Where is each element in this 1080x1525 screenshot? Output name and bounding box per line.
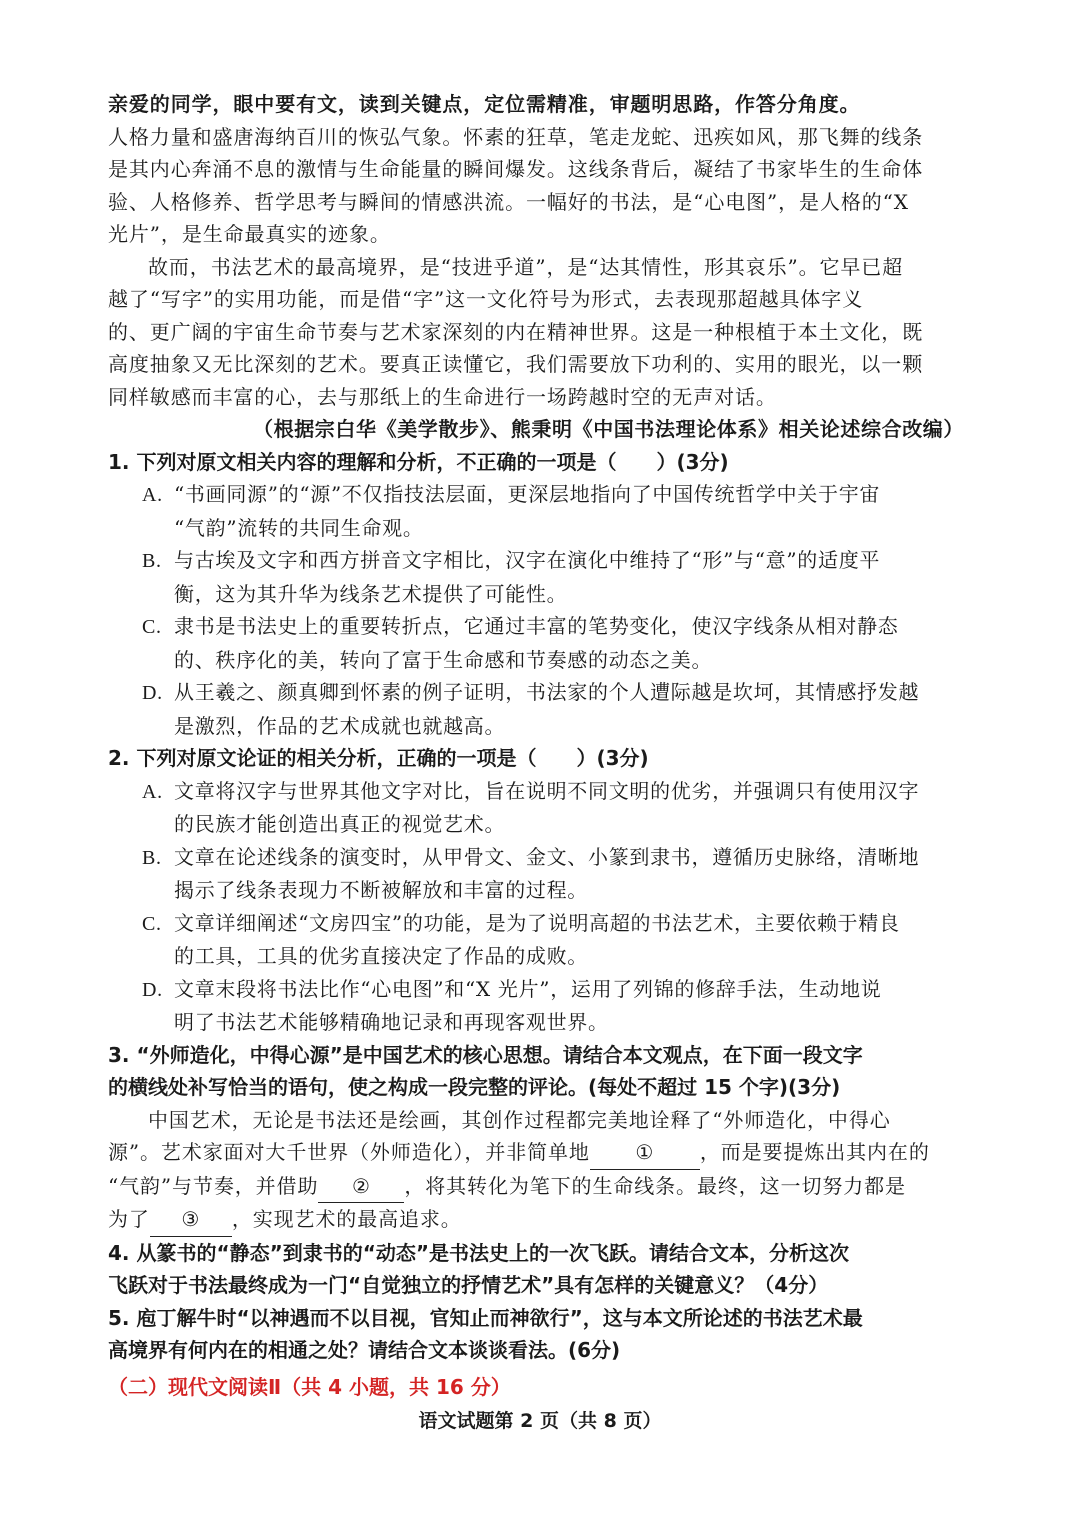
question-4-stem: 飞跃对于书法最终成为一门“自觉独立的抒情艺术”具有怎样的关键意义？（4分） [108, 1273, 829, 1297]
q1-option-c[interactable] [108, 610, 964, 644]
option-text: 文章在论述线条的演变时，从甲骨文、金文、小篆到隶书，遵循历史脉络，清晰地 [174, 844, 920, 869]
q3-body-line [108, 1136, 964, 1170]
option-text: 文章将汉字与世界其他文字对比，旨在说明不同文明的优劣，并强调只有使用汉字 [174, 778, 920, 803]
option-text: 与古埃及文字和西方拼音文字相比，汉字在演化中维持了“形”与“意”的适度平 [174, 548, 881, 572]
q2-option-b[interactable] [108, 841, 964, 875]
q3-text: ，实现艺术的最高追求。 [231, 1207, 462, 1231]
question-2-stem: 2. 下列对原文论证的相关分析，正确的一项是（ ）(3分) [108, 746, 649, 770]
passage-line: 是其内心奔涌不息的激情与生命能量的瞬间爆发。这线条背后，凝结了书家毕生的生命体 [108, 157, 924, 181]
q3-text: ，而是要提炼出其内在的 [699, 1140, 930, 1164]
option-letter: A. [142, 484, 163, 506]
option-text: 文章详细阐述“文房四宝”的功能，是为了说明高超的书法艺术，主要依赖于精良 [174, 910, 900, 935]
q1-option-a[interactable] [108, 478, 964, 512]
passage-line: 高度抽象又无比深刻的艺术。要真正读懂它，我们需要放下功利的、实用的眼光，以一颗 [108, 352, 924, 376]
question-5-stem: 高境界有何内在的相通之处？请结合文本谈谈看法。(6分) [108, 1338, 621, 1362]
q3-body-line [108, 1203, 964, 1237]
q3-body-line [108, 1170, 964, 1204]
q3-text: ，将其转化为笔下的生命线条。最终，这一切努力都是 [404, 1173, 906, 1198]
q3-text: 源”。艺术家面对大千世界（外师造化），并非简单地 [108, 1140, 590, 1164]
q3-body-line: 中国艺术，无论是书法还是绘画，其创作过程都完美地诠释了“外师造化，中得心 [148, 1107, 891, 1132]
option-text-continued: 的民族才能创造出真正的视觉艺术。 [174, 812, 506, 836]
q1-option-d[interactable] [108, 676, 964, 710]
question-1-stem: 1. 下列对原文相关内容的理解和分析，不正确的一项是（ ）(3分) [108, 449, 729, 474]
option-letter: A. [142, 780, 163, 803]
question-3-stem: 的横线处补写恰当的语句，使之构成一段完整的评论。(每处不超过 15 个字)(3分) [108, 1075, 841, 1099]
passage-line: 越了“写字”的实用功能，而是借“字”这一文化符号为形式，去表现那超越具体字义 [108, 287, 864, 311]
passage-paragraph-1 [108, 121, 964, 251]
passage-paragraph-2 [108, 251, 964, 414]
option-text-continued: “气韵”流转的共同生命观。 [174, 515, 424, 540]
passage-line: 验、人格修养、哲学思考与瞬间的情感洪流。一幅好的书法，是“心电图”，是人格的“X [108, 189, 909, 214]
q3-blank-2[interactable]: ② [318, 1170, 404, 1204]
passage-line: 的、更广阔的宇宙生命节奏与艺术家深刻的内在精神世界。这是一种根植于本土文化，既 [108, 319, 924, 344]
option-text-continued: 的工具，工具的优劣直接决定了作品的成败。 [174, 944, 588, 968]
passage-line: 同样敏感而丰富的心，去与那纸上的生命进行一场跨越时空的无声对话。 [108, 384, 777, 409]
option-letter: C. [142, 616, 162, 638]
q2-option-a[interactable] [108, 775, 964, 809]
question-1 [108, 446, 964, 743]
q2-option-d[interactable] [108, 973, 964, 1007]
option-letter: B. [142, 846, 162, 869]
question-2 [108, 742, 964, 1039]
option-text-continued: 揭示了线条表现力不断被解放和丰富的过程。 [174, 878, 588, 902]
option-letter: D. [142, 682, 163, 704]
option-text-continued: 的、秩序化的美，转向了富于生命感和节奏感的动态之美。 [174, 647, 713, 672]
q2-option-c[interactable] [108, 907, 964, 941]
page-footer: 语文试题第 2 页（共 8 页） [418, 1410, 662, 1432]
passage-line: 故而，书法艺术的最高境界，是“技进乎道”，是“达其情性，形其哀乐”。它早已超 [148, 254, 904, 279]
question-3 [108, 1039, 964, 1237]
option-text-continued: 是激烈，作品的艺术成就也就越高。 [174, 713, 506, 738]
question-5 [108, 1302, 964, 1367]
question-4-stem: 4. 从篆书的“静态”到隶书的“动态”是书法史上的一次飞跃。请结合文本，分析这次 [108, 1240, 850, 1265]
q3-text: “气韵”与节奏，并借助 [108, 1173, 319, 1198]
section-heading: （二）现代文阅读Ⅱ（共 4 小题，共 16 分） [108, 1374, 511, 1399]
question-5-stem: 5. 庖丁解牛时“以神遇而不以目视，官知止而神欲行”，这与本文所论述的书法艺术最 [108, 1305, 863, 1330]
passage-source: （根据宗白华《美学散步》、熊秉明《中国书法理论体系》相关论述综合改编） [253, 417, 964, 441]
q3-blank-1[interactable]: ① [590, 1136, 700, 1170]
option-text-continued: 明了书法艺术能够精确地记录和再现客观世界。 [174, 1010, 609, 1034]
passage-line: 光片”，是生命最真实的迹象。 [108, 222, 391, 246]
option-text: 从王羲之、颜真卿到怀素的例子证明，书法家的个人遭际越是坎坷，其情感抒发越 [174, 680, 920, 704]
header-notice: 亲爱的同学，眼中要有文，读到关键点，定位需精准，审题明思路，作答分角度。 [108, 92, 861, 116]
option-text: 隶书是书法史上的重要转折点，它通过丰富的笔势变化，使汉字线条从相对静态 [174, 614, 899, 638]
option-letter: C. [142, 912, 162, 935]
question-3-stem: 3. “外师造化，中得心源”是中国艺术的核心思想。请结合本文观点，在下面一段文字 [108, 1042, 863, 1067]
option-text: “书画同源”的“源”不仅指技法层面，更深层地指向了中国传统哲学中关于宇宙 [174, 482, 881, 506]
q3-blank-3[interactable]: ③ [150, 1203, 232, 1237]
option-text-continued: 衡，这为其升华为线条艺术提供了可能性。 [174, 581, 568, 606]
q1-option-b[interactable] [108, 544, 964, 578]
option-letter: D. [142, 978, 163, 1001]
option-text: 文章末段将书法比作“心电图”和“X 光片”，运用了列锦的修辞手法，生动地说 [174, 976, 882, 1001]
question-4 [108, 1237, 964, 1302]
passage-line: 人格力量和盛唐海纳百川的恢弘气象。怀素的狂草，笔走龙蛇、迅疾如风，那飞舞的线条 [108, 124, 924, 149]
q3-text: 为了 [108, 1207, 150, 1231]
option-letter: B. [142, 550, 162, 572]
